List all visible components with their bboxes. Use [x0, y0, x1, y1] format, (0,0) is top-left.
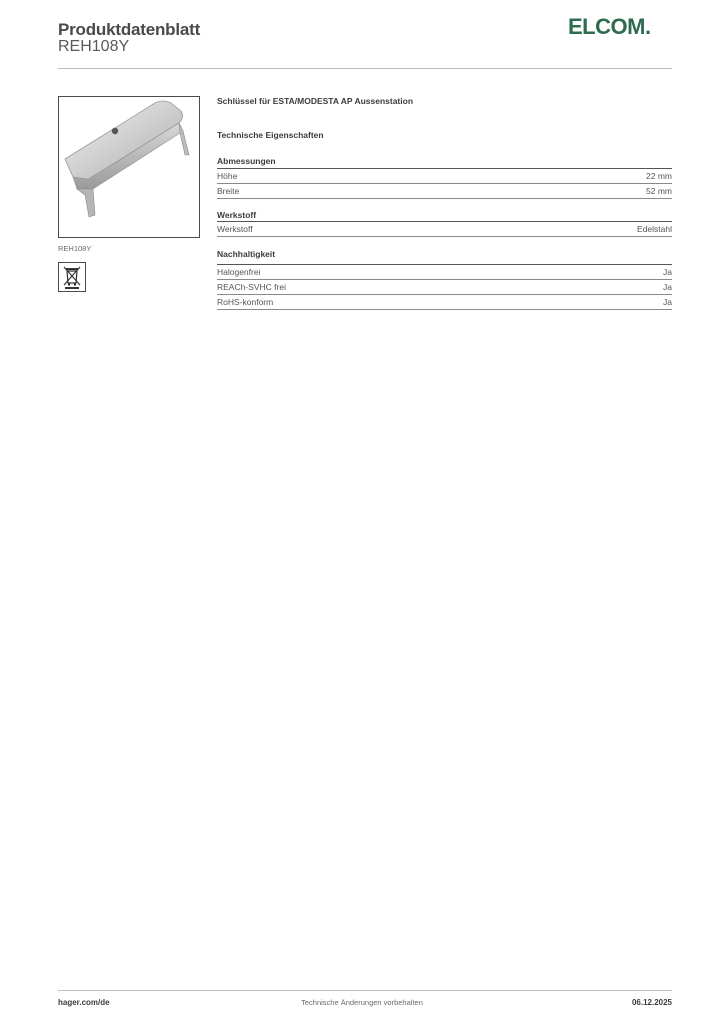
product-image-caption: REH108Y: [58, 244, 92, 253]
product-code: REH108Y: [58, 38, 130, 55]
key-product-illustration: [59, 97, 199, 237]
property-label: Höhe: [217, 171, 238, 181]
property-label: Halogenfrei: [217, 267, 261, 277]
property-label: Breite: [217, 186, 240, 196]
table-row: [217, 265, 672, 280]
property-value: Ja: [663, 297, 672, 307]
group-title-material: Werkstoff: [217, 210, 257, 220]
group-title-sustainability: Nachhaltigkeit: [217, 249, 276, 259]
group-title-dimensions: Abmessungen: [217, 156, 276, 166]
table-row: [217, 184, 672, 199]
property-value: Edelstahl: [637, 224, 672, 234]
crossed-out-wheelie-bin-icon: [59, 263, 85, 291]
property-value: Ja: [663, 267, 672, 277]
property-value: Ja: [663, 282, 672, 292]
footer-divider: [58, 990, 672, 991]
weee-symbol: [58, 262, 86, 292]
product-description: Schlüssel für ESTA/MODESTA AP Aussenstation: [217, 96, 414, 106]
property-label: REACh-SVHC frei: [217, 282, 286, 292]
property-label: RoHS-konform: [217, 297, 274, 307]
table-row: [217, 169, 672, 184]
table-row: [217, 295, 672, 310]
product-image: [58, 96, 200, 238]
table-row: [217, 280, 672, 295]
technical-properties-heading: Technische Eigenschaften: [217, 130, 324, 140]
property-label: Werkstoff: [217, 224, 253, 234]
footer-website: hager.com/de: [58, 998, 110, 1007]
page-title: Produktdatenblatt: [58, 20, 201, 39]
table-row: [217, 222, 672, 237]
footer-date: 06.12.2025: [631, 998, 672, 1007]
brand-logo: ELCOM.: [568, 14, 651, 39]
property-value: 22 mm: [646, 171, 672, 181]
property-value: 52 mm: [646, 186, 672, 196]
footer-notice: Technische Änderungen vorbehalten: [301, 998, 423, 1007]
header-divider: [58, 68, 672, 69]
